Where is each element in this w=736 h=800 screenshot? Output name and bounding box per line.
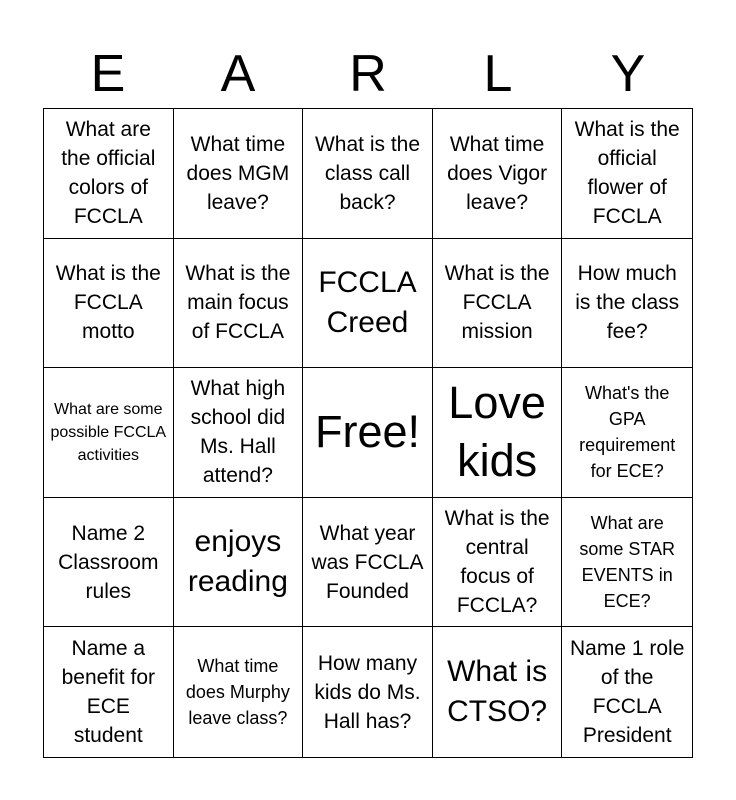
cell-text: What high school did Ms. Hall attend? (190, 377, 286, 488)
cell-text: FCCLA Creed (318, 265, 417, 339)
bingo-cell-r1c1 (44, 109, 174, 239)
cell-text: enjoys reading (187, 525, 288, 599)
cell-text: What is the main focus of FCCLA (185, 262, 291, 344)
cell-text: Name 2 Classroom rules (58, 521, 159, 603)
cell-text: What is the class call back? (314, 132, 421, 214)
bingo-cell-r5c5 (562, 627, 692, 757)
bingo-cell-r1c3 (303, 109, 433, 239)
bingo-cell-r2c3 (303, 239, 433, 369)
cell-text: How much is the class fee? (575, 262, 680, 344)
bingo-cell-r3c4 (433, 368, 563, 498)
bingo-cell-r3c1 (44, 368, 174, 498)
bingo-cell-r5c3 (303, 627, 433, 757)
bingo-cell-r1c5 (562, 109, 692, 239)
cell-text: What time does MGM leave? (186, 132, 290, 214)
bingo-cell-r1c2 (174, 109, 304, 239)
cell-text: Love kids (448, 377, 546, 487)
bingo-cell-r2c5 (562, 239, 692, 369)
cell-text: Name a benefit for ECE student (61, 637, 155, 748)
cell-text: What are some possible FCCLA activities (50, 400, 167, 464)
bingo-cell-r5c2 (174, 627, 304, 757)
cell-text: What is CTSO? (447, 655, 548, 729)
bingo-header (43, 40, 693, 108)
header-letter-y: Y (610, 45, 646, 103)
header-letter-r: R (349, 45, 387, 103)
cell-text: Name 1 role of the FCCLA President (570, 637, 685, 748)
header-letter-a: A (220, 45, 256, 103)
bingo-cell-r2c2 (174, 239, 304, 369)
bingo-cell-r4c5 (562, 498, 692, 628)
bingo-cell-r1c4 (433, 109, 563, 239)
cell-text: What is the central focus of FCCLA? (444, 507, 550, 618)
bingo-grid (43, 108, 693, 758)
cell-text: How many kids do Ms. Hall has? (314, 651, 421, 733)
bingo-cell-r2c4 (433, 239, 563, 369)
header-letter-e: E (90, 45, 126, 103)
bingo-cell-r4c3 (303, 498, 433, 628)
bingo-cell-r4c2 (174, 498, 304, 628)
cell-text: What year was FCCLA Founded (311, 521, 424, 603)
cell-text: What's the GPA requirement for ECE? (579, 383, 676, 482)
cell-text: What is the FCCLA mission (444, 262, 550, 344)
bingo-cell-r5c1 (44, 627, 174, 757)
bingo-cell-r4c4 (433, 498, 563, 628)
cell-text: What is the official flower of FCCLA (574, 118, 680, 229)
cell-text: What is the FCCLA motto (55, 262, 161, 344)
bingo-cell-r5c4 (433, 627, 563, 757)
bingo-cell-r3c2 (174, 368, 304, 498)
bingo-cell-free (303, 368, 433, 498)
cell-text: What time does Vigor leave? (447, 132, 548, 214)
cell-text: What are the official colors of FCCLA (61, 118, 156, 229)
cell-text: What are some STAR EVENTS in ECE? (579, 513, 676, 612)
bingo-cell-r4c1 (44, 498, 174, 628)
cell-text: What time does Murphy leave class? (185, 656, 290, 729)
header-letter-l: L (483, 45, 513, 103)
bingo-cell-r2c1 (44, 239, 174, 369)
bingo-cell-r3c5 (562, 368, 692, 498)
free-space-text: Free! (314, 406, 420, 458)
